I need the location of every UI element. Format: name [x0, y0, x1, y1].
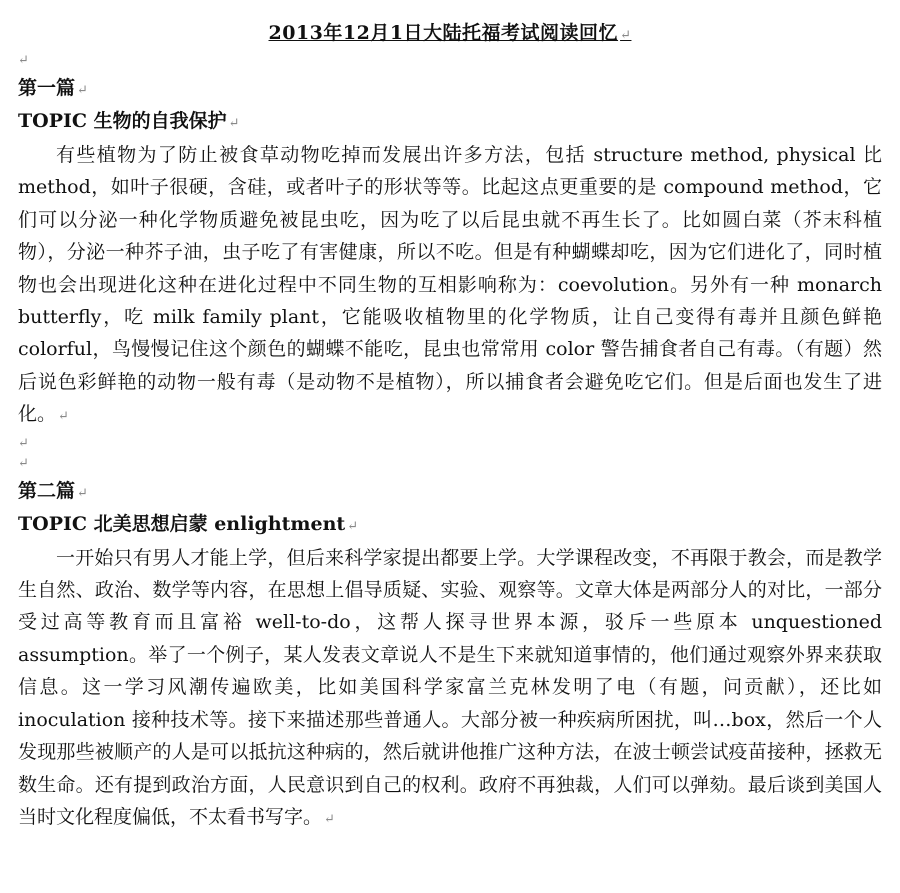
paragraph-mark: ↵	[18, 53, 29, 68]
section-body-text: 一开始只有男人才能上学，但后来科学家提出都要上学。大学课程改变，不再限于教会，而是教学生自然、政治、数学等内容，在思想上倡导质疑、实验、观察等。文章大体是两部分人的对比，一部分受过高等教育而且富裕 well-to-do，这帮人探寻世界本源，驳斥一些原本 unquestioned assumption。举了一个例子，某人发表文章说人不是生下来就知道事情的，他们通过观察外界来获取信息。这一学习风潮传遍欧美，比如美国科学家富兰克林发明了电（有题，问贡献），还比如 inoculation 接种技术等。接下来描述那些普通人。大部分被一种疾病所困扰，叫…box，然后一个人发现那些被顺产的人是可以抵抗这种病的，然后就讲他推广这种方法，在波士顿尝试疫苗接种，拯救无数生命。还有提到政治方面，人民意识到自己的权利。政府不再独裁，人们可以弹劾。最后谈到美国人当时文化程度偏低，不太看书写字。	[18, 546, 882, 828]
empty-line	[18, 454, 882, 474]
paragraph-mark: ↵	[620, 28, 632, 43]
topic-heading-2	[18, 509, 882, 542]
paragraph-mark: ↵	[77, 83, 88, 98]
topic-heading-text: TOPIC 生物的自我保护	[18, 110, 227, 132]
document-title	[18, 18, 882, 45]
section-heading-text: 第二篇	[18, 479, 76, 502]
paragraph-mark: ↵	[324, 811, 335, 827]
topic-heading-text: TOPIC 北美思想启蒙 enlightment	[18, 512, 346, 535]
section-heading-text: 第一篇	[18, 77, 76, 99]
document-title-text: 2013年12月1日大陆托福考试阅读回忆	[268, 22, 619, 44]
paragraph-mark: ↵	[228, 116, 240, 131]
empty-line	[18, 434, 882, 454]
document-page	[18, 14, 882, 836]
paragraph-mark: ↵	[77, 485, 88, 501]
section-heading-2	[18, 476, 882, 509]
paragraph-mark: ↵	[58, 409, 69, 425]
topic-heading-1	[18, 106, 882, 139]
paragraph-mark: ↵	[347, 518, 359, 534]
section-body-2	[18, 542, 882, 837]
paragraph-mark: ↵	[18, 435, 29, 451]
paragraph-mark: ↵	[18, 455, 29, 471]
empty-line	[18, 51, 882, 71]
section-heading-1	[18, 73, 882, 106]
section-body-text: 有些植物为了防止被食草动物吃掉而发展出许多方法，包括 structure method, physical 比 method，如叶子很硬，含硅，或者叶子的形状等等。比起这点更重要的是 compound method，它们可以分泌一种化学物质避免被昆虫吃，因为吃了以后昆虫就不再生长了。比如圆白菜（芥末科植物），分泌一种芥子油，虫子吃了有害健康，所以不吃。但是有种蝴蝶却吃，因为它们进化了，同时植物也会出现进化这种在进化过程中不同生物的互相影响称为：coevolution。另外有一种 monarch butterfly，吃 milk family plant，它能吸收植物里的化学物质，让自己变得有毒并且颜色鲜艳 colorful，鸟慢慢记住这个颜色的蝴蝶不能吃，昆虫也常常用 color 警告捕食者自己有毒。（有题）然后说色彩鲜艳的动物一般有毒（是动物不是植物），所以捕食者会避免吃它们。但是后面也发生了进化。	[18, 144, 882, 426]
section-body-1	[18, 139, 882, 434]
